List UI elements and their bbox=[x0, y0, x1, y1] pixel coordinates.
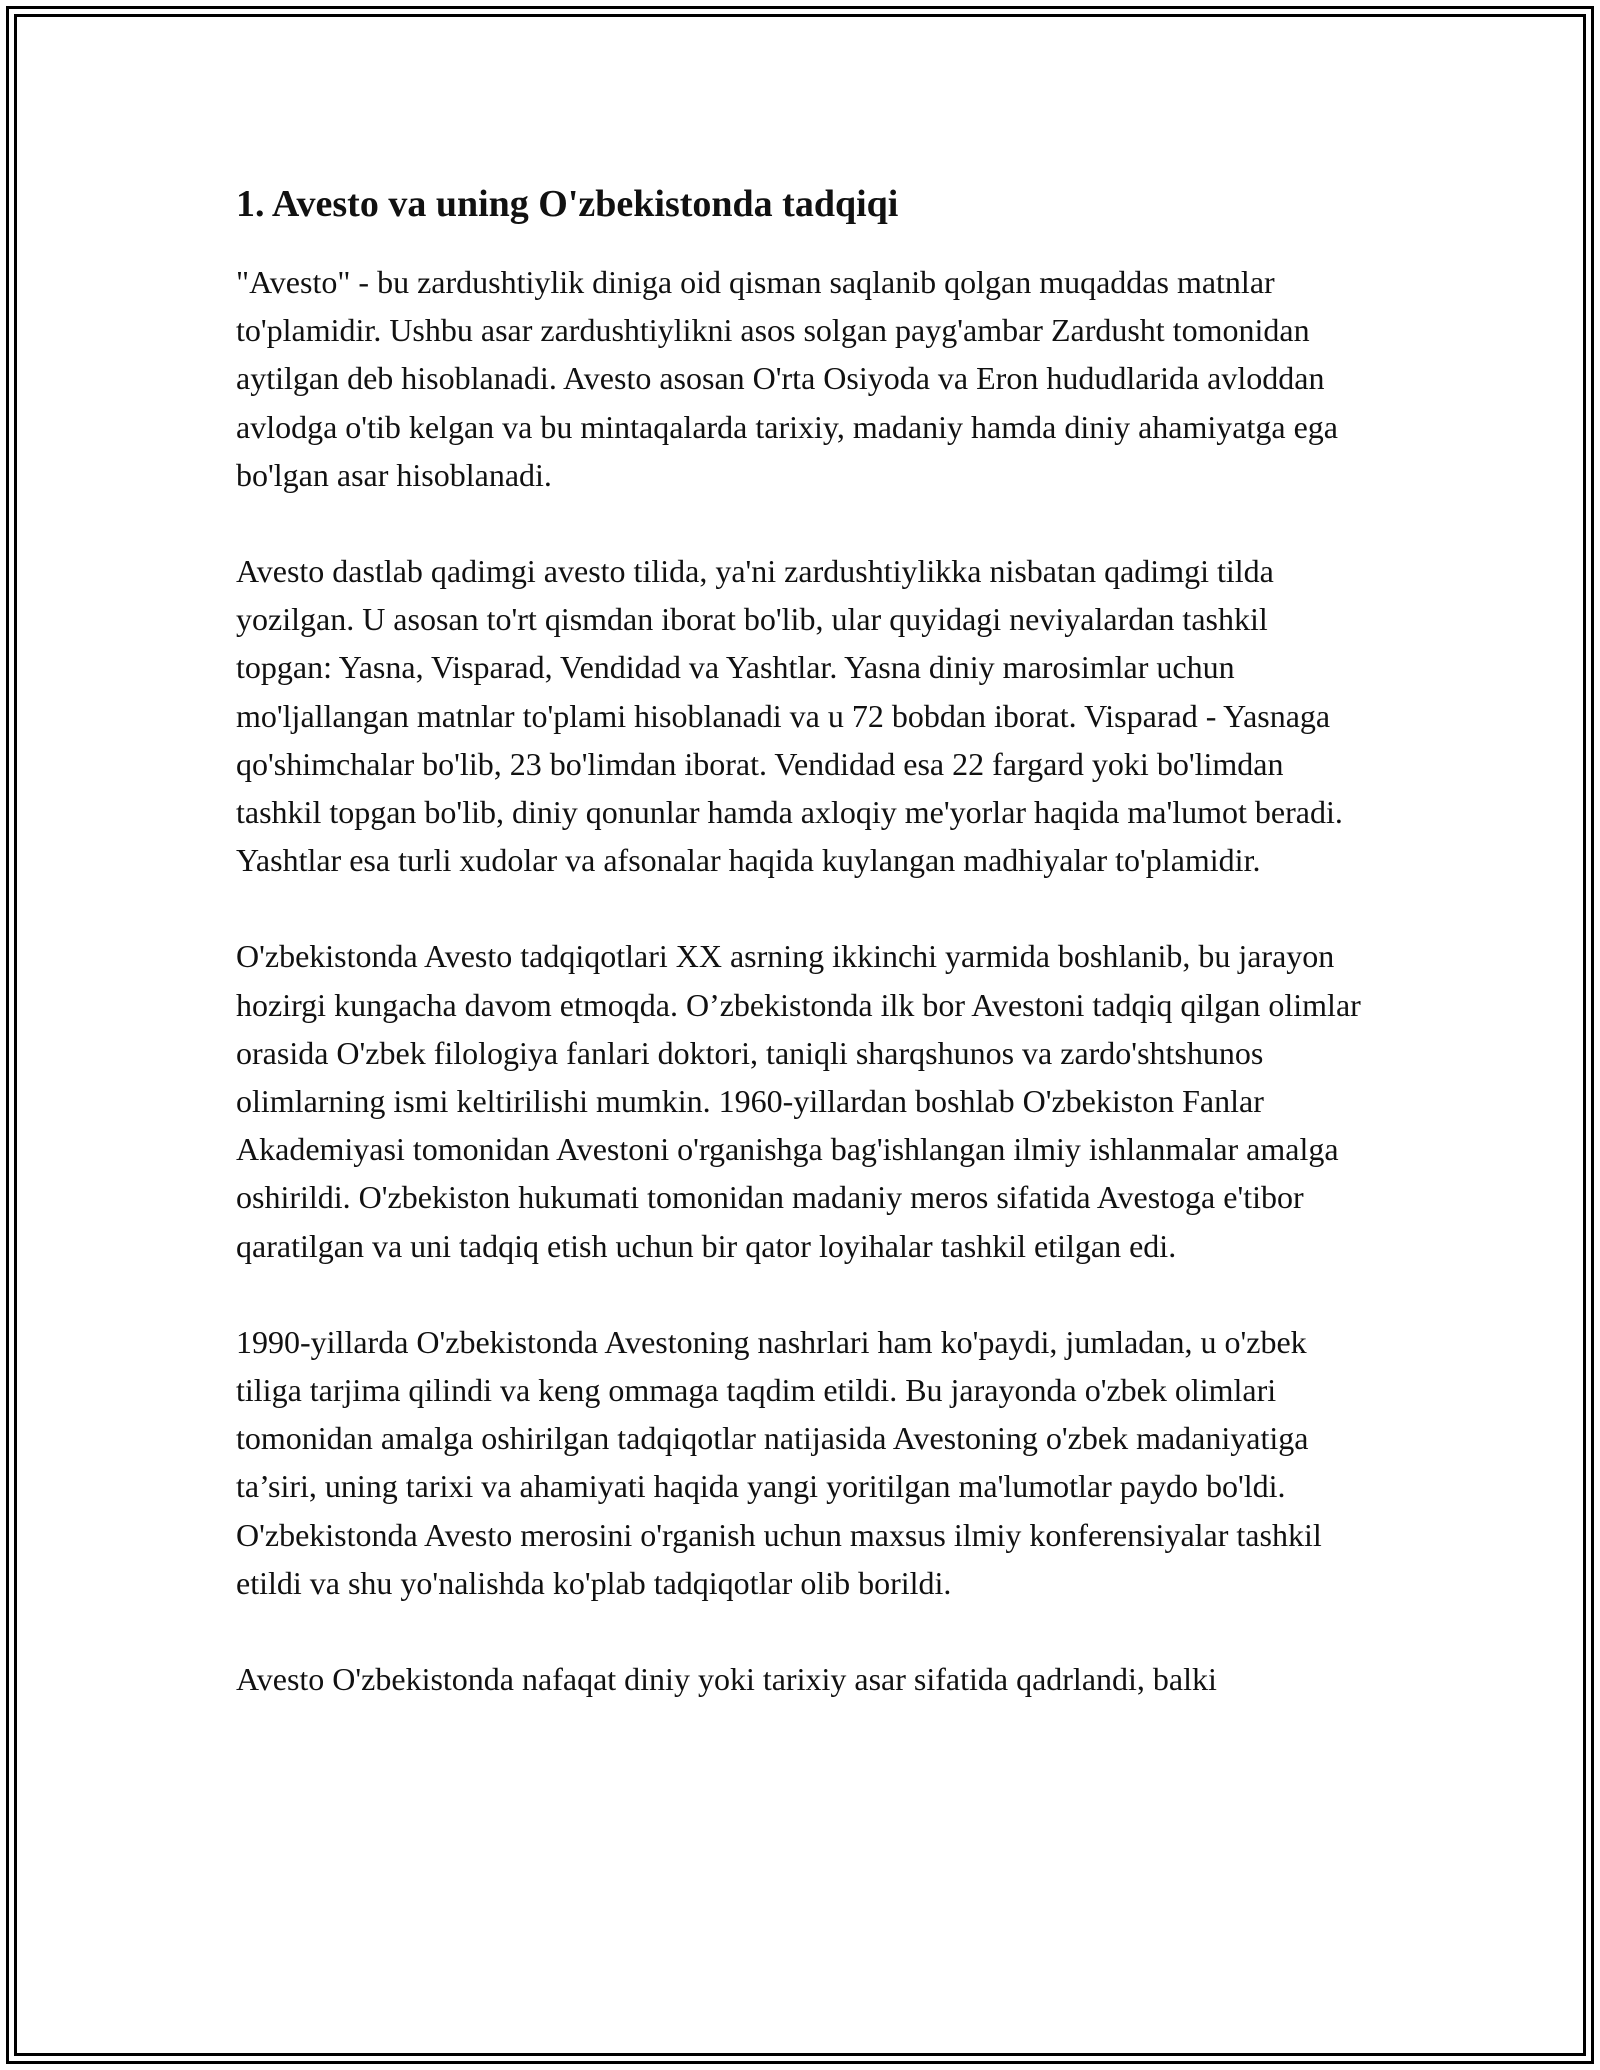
paragraph-4: 1990-yillarda O'zbekistonda Avestoning nashrlari ham ko'paydi, jumladan, u o'zbek tiliga tarjima qilindi va keng ommaga taqdim etildi. Bu jarayonda o'zbek olimlari tomonidan amalga oshirilgan tadqiqotlar natijasida Avestoning o'zbek madaniyatiga ta’siri, uning tarixi va ahamiyati haqida yangi yoritilgan ma'lumotlar paydo bo'ldi. O'zbekistonda Avesto merosini o'rganish uchun maxsus ilmiy konferensiyalar tashkil etildi va shu yo'nalishda ko'plab tadqiqotlar olib borildi. bbox=[236, 1323, 1322, 1601]
paragraph-5: Avesto O'zbekistonda nafaqat diniy yoki tarixiy asar sifatida qadrlandi, balki bbox=[236, 1661, 1217, 1698]
document-title: 1. Avesto va uning O'zbekistonda tadqiqi bbox=[236, 183, 899, 225]
paragraph-1: "Avesto" - bu zardushtiylik diniga oid qisman saqlanib qolgan muqaddas matnlar to'plamidir. Ushbu asar zardushtiylikni asos solgan payg'ambar Zardusht tomonidan aytilgan deb hisoblanadi. Avesto asosan O'rta Osiyoda va Eron hududlarida avloddan avlodga o'tib kelgan va bu mintaqalarda tarixiy, madaniy hamda diniy ahamiyatga ega bo'lgan asar hisoblanadi. bbox=[236, 264, 1338, 493]
paragraph-2: Avesto dastlab qadimgi avesto tilida, ya'ni zardushtiylikka nisbatan qadimgi tilda yozilgan. U asosan to'rt qismdan iborat bo'lib, ular quyidagi neviyalardan tashkil topgan: Yasna, Visparad, Vendidad va Yashtlar. Yasna diniy marosimlar uchun mo'ljallangan matnlar to'plami hisoblanadi va u 72 bobdan iborat. Visparad - Yasnaga qo'shimchalar bo'lib, 23 bo'limdan iborat. Vendidad esa 22 fargard yoki bo'limdan tashkil topgan bo'lib, diniy qonunlar hamda axloqiy me'yorlar haqida ma'lumot beradi. Yashtlar esa turli xudolar va afsonalar haqida kuylangan madhiyalar to'plamidir. bbox=[236, 553, 1343, 879]
paragraph-3: O'zbekistonda Avesto tadqiqotlari XX asrning ikkinchi yarmida boshlanib, bu jarayon hozirgi kungacha davom etmoqda. O’zbekistonda ilk bor Avestoni tadqiq qilgan olimlar orasida O'zbek filologiya fanlari doktori, taniqli sharqshunos va zardo'shtshunos olimlarning ismi keltirilishi mumkin. 1960-yillardan boshlab O'zbekiston Fanlar Akademiyasi tomonidan Avestoni o'rganishga bag'ishlangan ilmiy ishlanmalar amalga oshirildi. O'zbekiston hukumati tomonidan madaniy meros sifatida Avestoga e'tibor qaratilgan va uni tadqiq etish uchun bir qator loyihalar tashkil etilgan edi. bbox=[236, 938, 1361, 1264]
document-body bbox=[236, 180, 1366, 1751]
